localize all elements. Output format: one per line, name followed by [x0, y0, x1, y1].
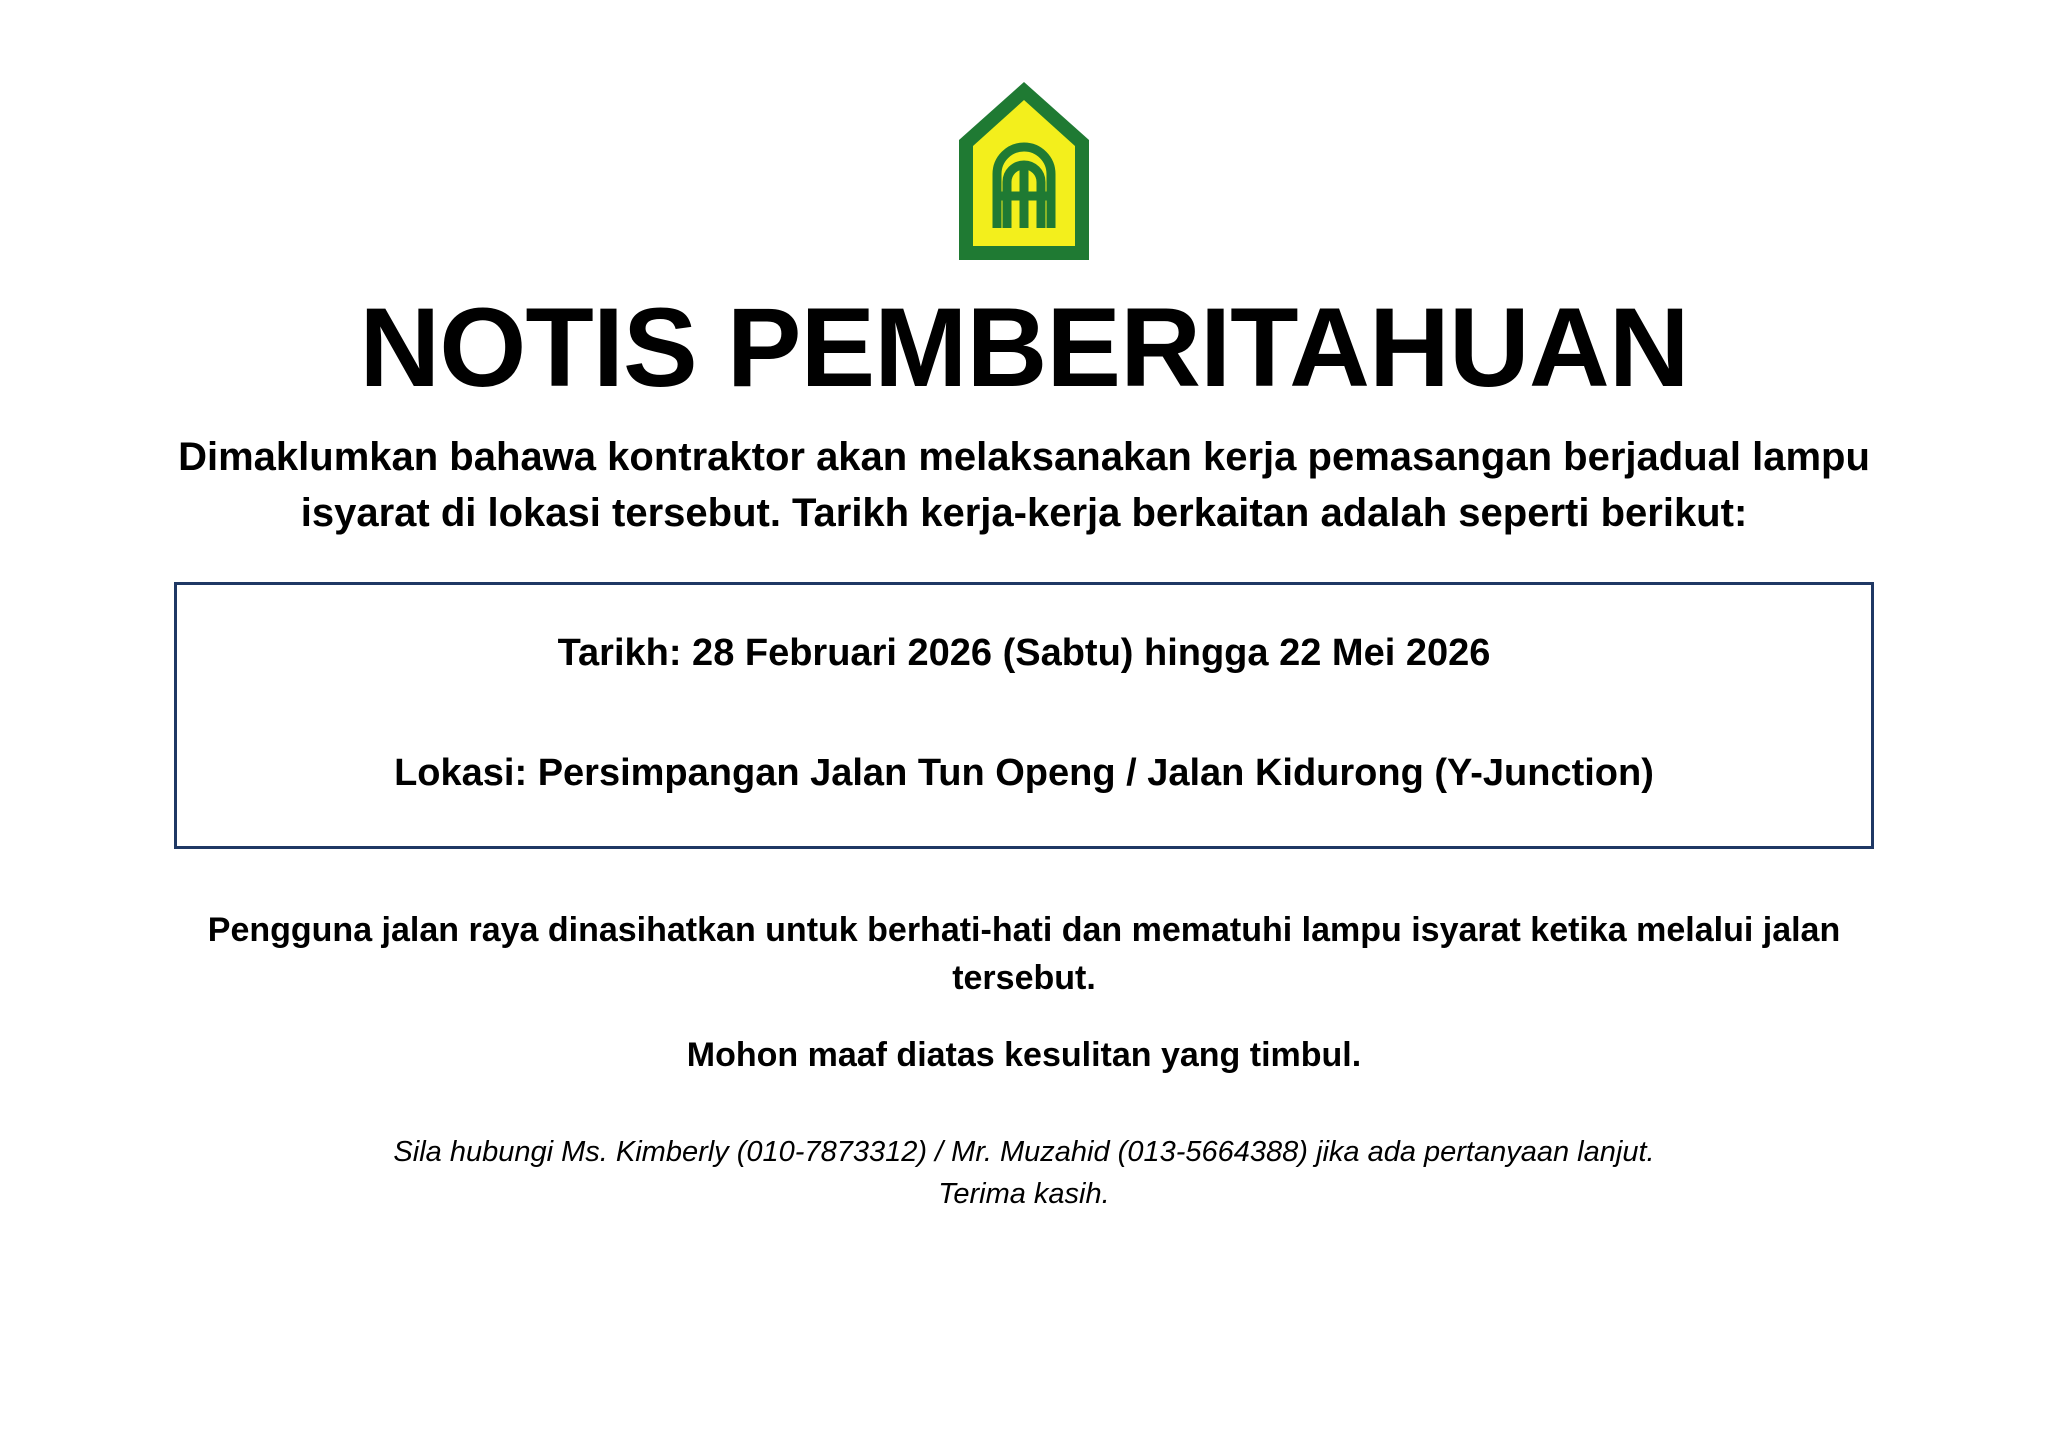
location-line: Lokasi: Persimpangan Jalan Tun Openg / Jalan Kidurong (Y-Junction) — [394, 751, 1654, 794]
apology-paragraph: Mohon maaf diatas kesulitan yang timbul. — [686, 1036, 1362, 1075]
page-title: NOTIS PEMBERITAHUAN — [359, 285, 1689, 410]
contact-line: Sila hubungi Ms. Kimberly (010-7873312) / Mr. Muzahid (013-5664388) jika ada pertanyaan lanjut. — [393, 1136, 1655, 1169]
advice-paragraph: Pengguna jalan raya dinasihatkan untuk berhati-hati dan mematuhi lampu isyarat ketika melalui jalan tersebut. — [207, 910, 1841, 997]
logo-container — [949, 78, 1099, 273]
contact-block — [393, 1131, 1654, 1215]
thanks-line: Terima kasih. — [938, 1178, 1110, 1211]
date-line: Tarikh: 28 Februari 2026 (Sabtu) hingga 22 Mei 2026 — [557, 632, 1491, 675]
details-box — [174, 582, 1874, 849]
intro-paragraph: Dimaklumkan bahawa kontraktor akan melaksanakan kerja pemasangan berjadual lampu isyarat di lokasi tersebut. Tarikh kerja-kerja berkaitan adalah seperti berikut: — [178, 434, 1870, 536]
sarawak-emblem-icon — [949, 78, 1099, 268]
